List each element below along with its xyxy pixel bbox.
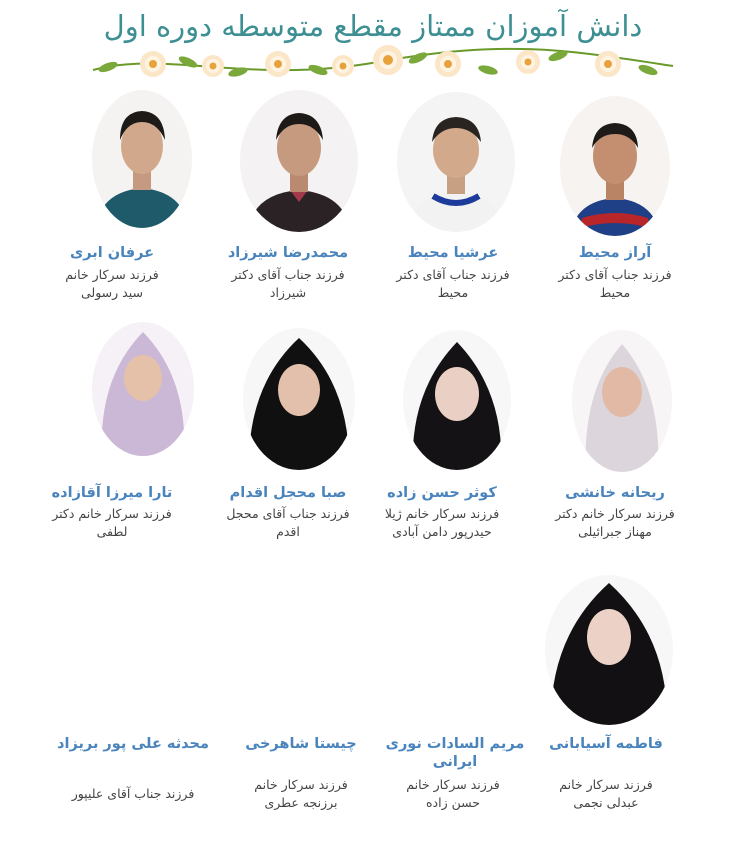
student-parent-line2: عبدلی نجمی — [573, 795, 639, 810]
student-name: ریحانه خانشی — [565, 485, 665, 501]
student-parent-line1: فرزند جناب آقای محجل — [226, 506, 350, 521]
floral-garland-decoration — [88, 40, 678, 84]
student-photo — [572, 330, 672, 472]
student-parent-line2: حیدرپور دامن آبادی — [392, 524, 492, 539]
student-parent-line1: فرزند جناب آقای دکتر — [396, 267, 510, 282]
student-parent-line1: فرزند جناب آقای دکتر — [558, 267, 672, 282]
student-name: محمدرضا شیرزاد — [227, 245, 349, 261]
student-parent-line2: محیط — [599, 285, 631, 300]
student-parent-line2: محیط — [437, 285, 469, 300]
girl-portrait-icon — [243, 328, 355, 470]
student-parent-line1: فرزند سرکار خانم — [254, 777, 348, 792]
student-parent-line2: حسن زاده — [426, 795, 480, 810]
student-parent-line1: فرزند سرکار خانم دکتر — [52, 506, 172, 521]
boy-portrait-icon — [92, 90, 192, 228]
student-name: عرشیا محیط — [407, 245, 499, 261]
student-photo — [403, 330, 511, 470]
student-photo — [92, 90, 192, 228]
student-parent-line2: برزنجه عطری — [264, 795, 338, 810]
student-name: فاطمه آسیابانی — [549, 736, 663, 752]
student-parent-line1: فرزند جناب آقای دکتر — [231, 267, 345, 282]
student-name: صبا محجل اقدام — [229, 485, 347, 501]
student-parent-line1: فرزند جناب آقای علیپور — [71, 786, 195, 801]
student-name: عرفان ابری — [69, 245, 154, 261]
student-photo — [560, 96, 670, 236]
student-parent-line1: فرزند سرکار خانم — [406, 777, 500, 792]
student-parent-line1: فرزند سرکار خانم دکتر — [555, 506, 675, 521]
student-parent-line2: سید رسولی — [81, 285, 143, 300]
boy-portrait-icon — [240, 90, 358, 232]
student-parent-line2: لطفی — [96, 524, 128, 539]
boy-portrait-icon — [560, 96, 670, 236]
student-parent-line1: فرزند سرکار خانم — [65, 267, 159, 282]
student-photo — [397, 92, 515, 232]
student-photo — [243, 328, 355, 470]
student-name: تارا میرزا آقازاده — [51, 485, 173, 501]
boy-portrait-icon — [397, 92, 515, 232]
student-parent-line1: فرزند سرکار خانم — [559, 777, 653, 792]
girl-portrait-icon — [572, 330, 672, 472]
student-name: مریم السادات نوری ایرانی — [385, 736, 525, 770]
student-name: کوثر حسن زاده — [387, 485, 497, 501]
student-photo — [92, 322, 194, 456]
student-parent-line2: اقدم — [276, 524, 300, 539]
girl-portrait-icon — [403, 330, 511, 470]
page-title: دانش آموزان ممتاز مقطع متوسطه دوره اول — [103, 9, 643, 43]
student-parent-line2: شیرزاد — [269, 285, 307, 300]
student-name: آراز محیط — [578, 245, 652, 261]
student-photo — [240, 90, 358, 232]
student-name: محدثه علی پور بریزاد — [57, 736, 209, 752]
student-parent-line1: فرزند سرکار خانم ژیلا — [384, 506, 500, 521]
student-photo — [545, 575, 673, 725]
student-name: چیستا شاهرخی — [245, 736, 357, 752]
student-parent-line2: مهناز جبرائیلی — [578, 524, 652, 539]
girl-portrait-icon — [92, 322, 194, 456]
girl-portrait-icon — [545, 575, 673, 725]
